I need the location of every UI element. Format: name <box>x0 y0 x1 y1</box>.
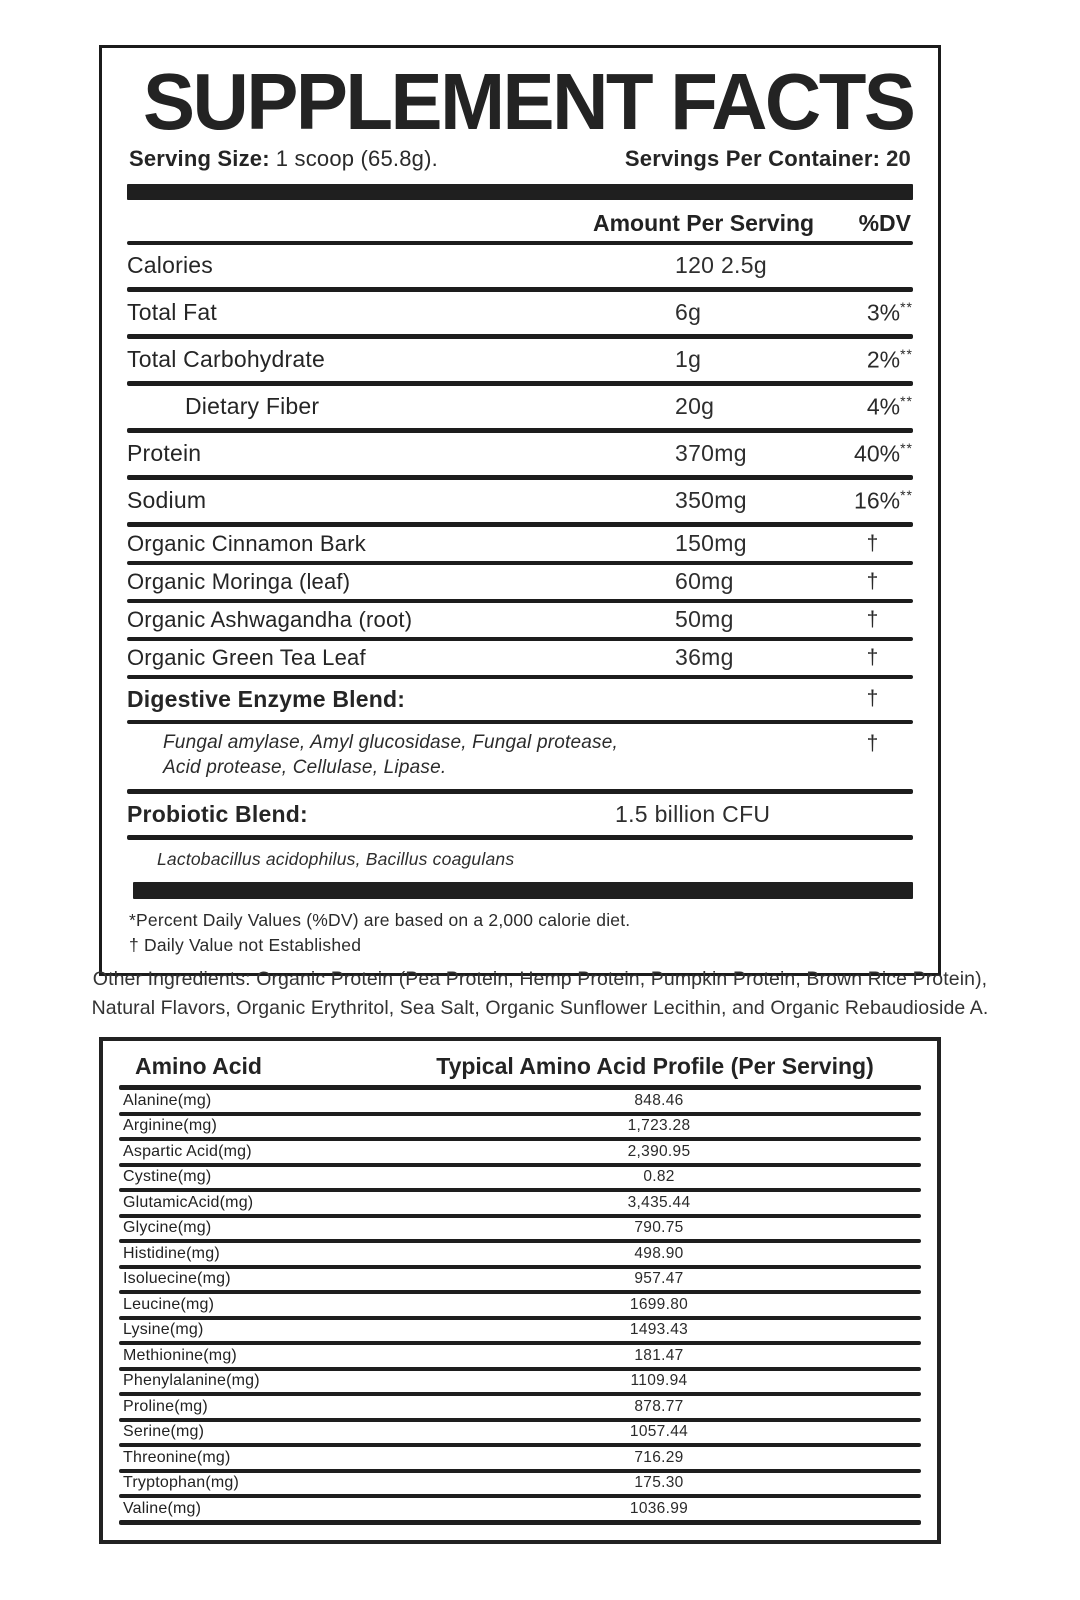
footnote-dv: *Percent Daily Values (%DV) are based on a 2,000 calorie diet. <box>129 910 631 931</box>
amino-name: GlutamicAcid(mg) <box>123 1193 254 1211</box>
amino-name: Leucine(mg) <box>123 1295 215 1313</box>
row-amount: 350mg <box>675 487 747 514</box>
amino-value: 175.30 <box>634 1474 684 1492</box>
amino-row <box>119 1371 921 1393</box>
row-dv: 40%** <box>854 439 913 467</box>
top-divider-bar <box>127 184 913 200</box>
row-dagger: † <box>866 645 879 669</box>
row-amount: 1.5 billion CFU <box>615 801 771 828</box>
dv-asterisks: ** <box>900 392 913 409</box>
amount-column-header: Amount Per Serving <box>593 209 815 236</box>
amino-profile-column-header: Typical Amino Acid Profile (Per Serving) <box>436 1053 874 1079</box>
amino-name: Lysine(mg) <box>123 1321 204 1339</box>
row-label: Protein <box>127 440 202 467</box>
amino-name: Serine(mg) <box>123 1423 205 1441</box>
amino-row <box>119 1116 921 1138</box>
table-row <box>127 641 913 675</box>
row-dv: 3%** <box>866 298 913 326</box>
amino-value: 1109.94 <box>630 1372 688 1390</box>
amino-acid-table <box>99 1037 941 1544</box>
bottom-divider-bar <box>133 882 913 899</box>
dv-asterisks: ** <box>900 486 913 503</box>
amino-row <box>119 1141 921 1163</box>
row-label: Organic Moringa (leaf) <box>127 568 351 594</box>
amino-name: Methionine(mg) <box>123 1346 237 1364</box>
amino-value: 181.47 <box>634 1346 684 1364</box>
row-amount: 20g <box>675 393 715 420</box>
amino-value: 1493.43 <box>629 1321 689 1339</box>
amino-row <box>119 1167 921 1189</box>
amino-name: Tryptophan(mg) <box>123 1474 240 1492</box>
row-label: Total Carbohydrate <box>127 346 325 373</box>
amino-value: 1699.80 <box>629 1295 689 1313</box>
dv-asterisks: ** <box>900 345 913 362</box>
facts-rows <box>127 245 913 875</box>
row-dv: 2%** <box>866 345 913 373</box>
amino-name: Proline(mg) <box>123 1397 208 1415</box>
amino-row <box>119 1345 921 1367</box>
amino-value: 1057.44 <box>629 1423 689 1441</box>
amino-row <box>119 1396 921 1418</box>
amino-value: 878.77 <box>634 1397 684 1415</box>
row-label: Sodium <box>127 487 207 514</box>
row-label: Organic Ashwagandha (root) <box>127 606 413 632</box>
amino-rows <box>119 1090 921 1525</box>
table-row <box>127 724 913 789</box>
amino-name: Histidine(mg) <box>123 1244 220 1262</box>
row-amount: 60mg <box>675 568 734 595</box>
servings-per-container-label: Servings Per Container: <box>624 145 881 171</box>
row-dagger: † <box>866 531 879 555</box>
table-row <box>127 433 913 475</box>
amino-value: 3,435.44 <box>627 1193 691 1211</box>
table-row <box>127 794 913 835</box>
table-row <box>127 386 913 428</box>
row-label: Digestive Enzyme Blend: <box>127 685 406 712</box>
amino-name: Isoluecine(mg) <box>123 1270 231 1288</box>
serving-size-label: Serving Size: <box>129 145 270 171</box>
amino-bottom-gap <box>119 1525 921 1532</box>
table-row <box>127 339 913 381</box>
amino-name: Cystine(mg) <box>123 1168 212 1186</box>
columns-header <box>127 208 913 241</box>
serving-size-value: 1 scoop (65.8g). <box>275 145 438 171</box>
supplement-facts-panel <box>99 45 941 976</box>
dv-column-header: %DV <box>858 209 911 236</box>
dv-asterisks: ** <box>900 439 913 456</box>
table-row <box>127 565 913 599</box>
amino-value: 0.82 <box>643 1168 675 1186</box>
amino-value: 1036.99 <box>629 1499 689 1517</box>
footnotes <box>129 908 913 959</box>
amino-row <box>119 1269 921 1291</box>
amino-name: Phenylalanine(mg) <box>123 1372 260 1390</box>
amino-value: 790.75 <box>634 1219 684 1237</box>
amino-acid-column-header: Amino Acid <box>135 1053 262 1079</box>
row-label: Total Fat <box>127 299 218 326</box>
servings-per-container-value: 20 <box>886 145 911 171</box>
row-amount: 150mg <box>675 530 747 557</box>
row-amount: 1g <box>675 346 702 373</box>
amino-value: 498.90 <box>634 1244 684 1262</box>
amino-name: Alanine(mg) <box>123 1091 212 1109</box>
amino-name: Valine(mg) <box>123 1499 202 1517</box>
amino-row <box>119 1320 921 1342</box>
row-label: Organic Cinnamon Bark <box>127 530 366 556</box>
row-dv: 4%** <box>866 392 913 420</box>
amino-name: Aspartic Acid(mg) <box>123 1142 252 1160</box>
amino-row <box>119 1422 921 1444</box>
other-ingredients-paragraph: Other Ingredients: Organic Protein (Pea Protein, Hemp Protein, Pumpkin Protein, Brown Rice Protein), Natural Flavors, Organic Erythritol, Sea Salt, Organic Sunflower Lecithin, and Organic Rebaudioside A. <box>91 968 989 1020</box>
amino-row <box>119 1473 921 1495</box>
row-label: Fungal amylase, Amyl glucosidase, Fungal protease, Acid protease, Cellulase, Lipase. <box>163 731 618 779</box>
dv-asterisks: ** <box>900 298 913 315</box>
table-row <box>127 480 913 522</box>
row-amount: 6g <box>675 299 702 326</box>
serving-size <box>129 146 438 172</box>
amino-row <box>119 1498 921 1520</box>
amino-row <box>119 1243 921 1265</box>
table-row <box>127 679 913 720</box>
amino-value: 848.46 <box>634 1091 684 1109</box>
row-dagger: † <box>866 607 879 631</box>
row-dv: 16%** <box>854 486 913 514</box>
amino-row <box>119 1090 921 1112</box>
amino-table-header <box>119 1045 921 1085</box>
row-label: Dietary Fiber <box>185 393 320 420</box>
row-label: Organic Green Tea Leaf <box>127 644 366 670</box>
row-dagger: † <box>866 569 879 593</box>
table-row <box>127 603 913 637</box>
row-amount: 50mg <box>675 606 734 633</box>
row-label: Lactobacillus acidophilus, Bacillus coagulans <box>157 848 515 869</box>
panel-title: SUPPLEMENT FACTS <box>143 56 914 147</box>
row-dagger: † <box>866 687 879 711</box>
amino-row <box>119 1218 921 1240</box>
amino-value: 957.47 <box>634 1270 684 1288</box>
table-row <box>127 292 913 334</box>
amino-row <box>119 1294 921 1316</box>
amino-value: 2,390.95 <box>627 1142 691 1160</box>
row-amount: 370mg <box>675 440 747 467</box>
servings-per-container <box>625 146 911 172</box>
amino-value: 1,723.28 <box>627 1117 691 1135</box>
amino-name: Arginine(mg) <box>123 1117 217 1135</box>
amino-value: 716.29 <box>634 1448 684 1466</box>
footnote-dagger: † Daily Value not Established <box>129 935 362 956</box>
amino-row <box>119 1192 921 1214</box>
row-dagger: † <box>866 731 879 755</box>
serving-info-row <box>129 146 911 172</box>
row-amount: 120 2.5g <box>675 252 767 279</box>
amino-name: Threonine(mg) <box>123 1448 231 1466</box>
table-row <box>127 245 913 287</box>
table-row <box>127 527 913 561</box>
amino-row <box>119 1447 921 1469</box>
row-amount: 36mg <box>675 644 734 671</box>
row-label: Probiotic Blend: <box>127 801 308 828</box>
amino-name: Glycine(mg) <box>123 1219 212 1237</box>
table-row <box>127 840 913 875</box>
row-label: Calories <box>127 252 213 279</box>
